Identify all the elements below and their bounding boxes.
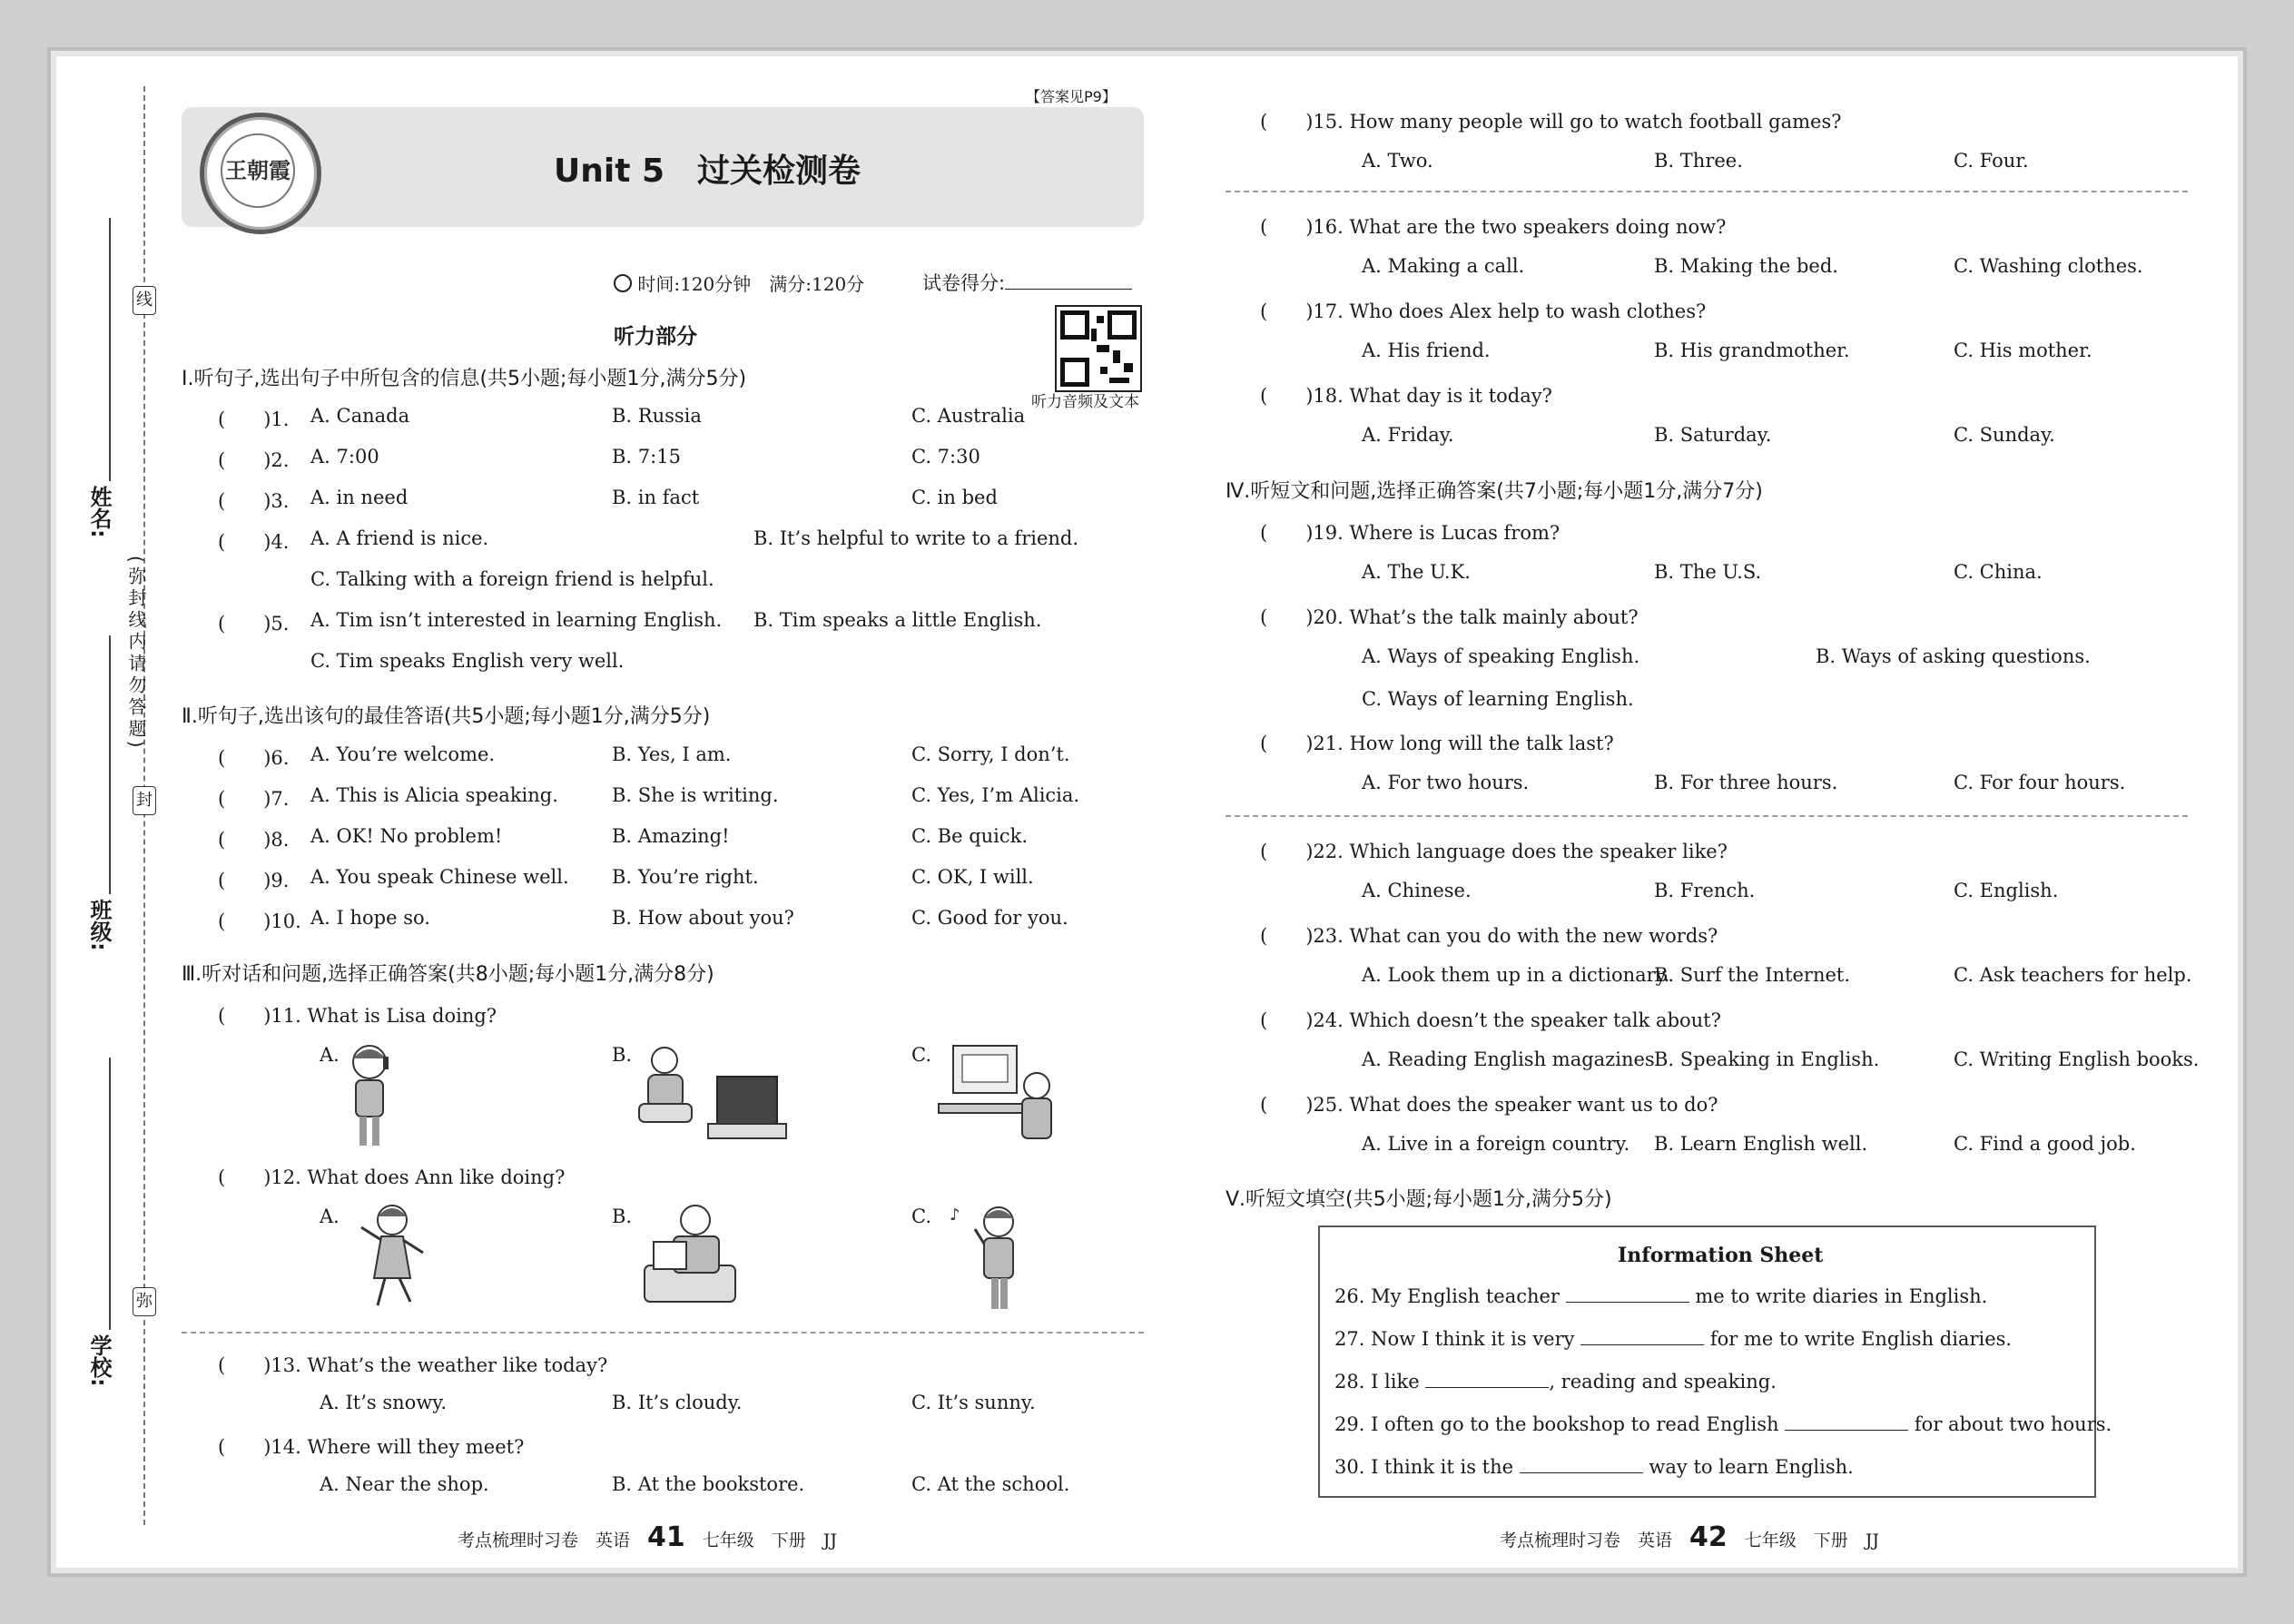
q14-option-c: C. At the school. [911,1473,1070,1495]
answer-bracket[interactable]: ( )3. [218,490,290,512]
answer-bracket[interactable]: ( )4. [218,531,290,553]
q21-option-a: A. For two hours. [1362,772,1530,793]
answer-bracket[interactable]: ( )22. Which language does the speaker like? [1260,841,1728,862]
answer-bracket[interactable]: ( )11. What is Lisa doing? [218,1005,497,1027]
q25-option-a: A. Live in a foreign country. [1362,1133,1630,1155]
qr-caption: 听力音频及文本 [1031,393,1139,411]
q24-option-a: A. Reading English magazines. [1362,1048,1661,1070]
q16-option-a: A. Making a call. [1362,255,1525,277]
q15-option-c: C. Four. [1954,150,2029,172]
q19-option-c: C. China. [1954,561,2043,583]
binding-mark-mid: 封 [133,786,156,815]
q25-text: What does the speaker want us to do? [1349,1094,1718,1116]
qr-code-icon[interactable] [1055,305,1142,392]
girl-dancing-picture[interactable] [356,1202,428,1311]
answer-bracket[interactable]: ( )9. [218,870,290,891]
answer-bracket[interactable]: ( )13. What’s the weather like today? [218,1354,608,1376]
q17-option-c: C. His mother. [1954,340,2092,361]
info-line-29: 29. I often go to the bookshop to read English for about two hours. [1334,1413,2112,1435]
answer-bracket[interactable]: ( )16. What are the two speakers doing now? [1260,216,1727,238]
girl-watching-tv-picture[interactable] [634,1044,788,1144]
answer-bracket[interactable]: ( )20. What’s the talk mainly about? [1260,606,1639,628]
q5-option-b: B. Tim speaks a little English. [753,609,1042,631]
q5-option-a: A. Tim isn’t interested in learning English. [310,609,723,631]
info-line-28: 28. I like , reading and speaking. [1334,1371,1777,1393]
blank-26[interactable] [1566,1301,1689,1303]
answer-bracket[interactable]: ( )7. [218,788,290,810]
binding-mark-top: 线 [133,286,156,315]
q22-option-c: C. English. [1954,880,2059,901]
q20-text: What’s the talk mainly about? [1349,606,1639,628]
q25-option-b: B. Learn English well. [1654,1133,1868,1155]
section-4-heading: Ⅳ.听短文和问题,选择正确答案(共7小题;每小题1分,满分7分) [1226,480,1763,503]
publisher-seal [200,113,321,234]
class-label: 班级: [86,899,112,951]
blank-28[interactable] [1425,1386,1549,1388]
info-line-26: 26. My English teacher me to write diaries in English. [1334,1285,1988,1307]
page-title: Unit 5 过关检测卷 [554,153,861,190]
q11-option-a: A. [320,1044,340,1066]
q21-text: How long will the talk last? [1349,733,1614,754]
q10-option-a: A. I hope so. [310,907,430,929]
q9-option-a: A. You speak Chinese well. [310,866,569,888]
q20-option-c: C. Ways of learning English. [1362,688,1634,710]
q18-text: What day is it today? [1349,385,1552,407]
q3-option-a: A. in need [310,487,409,508]
girl-singing-picture[interactable] [944,1202,1035,1314]
q19-option-b: B. The U.S. [1654,561,1762,583]
qr-module [1097,316,1104,323]
info-sheet-title: Information Sheet [1618,1244,1824,1267]
q23-option-a: A. Look them up in a dictionary. [1362,964,1670,986]
q14-option-b: B. At the bookstore. [612,1473,805,1495]
listening-title: 听力部分 [614,325,697,349]
binding-mark-bottom: 弥 [133,1287,156,1316]
q13-option-b: B. It’s cloudy. [612,1392,743,1413]
school-label: 学校: [86,1334,112,1387]
q12-option-b: B. [612,1206,633,1227]
seal-text: 王朝霞 [221,133,295,208]
qr-finder [1108,310,1137,340]
q18-option-c: C. Sunday. [1954,424,2055,446]
q9-option-c: C. OK, I will. [911,866,1034,888]
q2-option-c: C. 7:30 [911,446,980,468]
class-line[interactable] [109,635,111,894]
q12-option-c: C. [911,1206,931,1227]
q3-option-b: B. in fact [612,487,700,508]
q13-text: What’s the weather like today? [307,1354,608,1376]
q12-option-a: A. [320,1206,340,1227]
answer-bracket[interactable]: ( )25. What does the speaker want us to do? [1260,1094,1718,1116]
q18-option-b: B. Saturday. [1654,424,1772,446]
girl-using-computer-picture[interactable] [935,1040,1062,1149]
q11-option-c: C. [911,1044,931,1066]
score-field[interactable] [922,269,1132,296]
q1-option-a: A. Canada [310,405,410,427]
q7-option-c: C. Yes, I’m Alicia. [911,784,1080,806]
answer-bracket[interactable]: ( )17. Who does Alex help to wash clothes? [1260,300,1707,322]
qr-module [1100,367,1108,374]
divider [1226,191,2188,192]
q15-option-a: A. Two. [1362,150,1433,172]
q4-option-b: B. It’s helpful to write to a friend. [753,527,1079,549]
q12-text: What does Ann like doing? [307,1166,566,1188]
q14-option-a: A. Near the shop. [320,1473,489,1495]
svg-text:♪: ♪ [950,1206,960,1225]
section-2-heading: Ⅱ.听句子,选出该句的最佳答语(共5小题;每小题1分,满分5分) [182,705,711,728]
answer-bracket[interactable]: ( )24. Which doesn’t the speaker talk about? [1260,1009,1721,1031]
q5-option-c: C. Tim speaks English very well. [310,650,625,672]
binding-note: (弥封线内请勿答题) [125,556,147,752]
q8-option-b: B. Amazing! [612,825,730,847]
q13-option-c: C. It’s sunny. [911,1392,1036,1413]
answer-bracket[interactable]: ( )1. [218,408,290,430]
divider [1226,815,2188,817]
q25-option-c: C. Find a good job. [1954,1133,2136,1155]
clock-icon [614,274,632,292]
answer-bracket[interactable]: ( )15. How many people will go to watch football games? [1260,111,1842,133]
q21-option-b: B. For three hours. [1654,772,1838,793]
q20-option-a: A. Ways of speaking English. [1362,645,1640,667]
q19-option-a: A. The U.K. [1362,561,1471,583]
answer-bracket[interactable]: ( )8. [218,829,290,851]
answer-bracket[interactable]: ( )18. What day is it today? [1260,385,1552,407]
q6-option-b: B. Yes, I am. [612,743,732,765]
q23-text: What can you do with the new words? [1349,925,1718,947]
q15-option-b: B. Three. [1654,150,1743,172]
q10-option-c: C. Good for you. [911,907,1068,929]
footer-left: 考点梳理时习卷 英语 41 七年级 下册 JJ [458,1521,838,1553]
answer-reference: 【答案见P9】 [1026,88,1117,105]
name-line[interactable] [109,218,111,481]
qr-module [1109,378,1129,383]
q8-option-c: C. Be quick. [911,825,1029,847]
q19-text: Where is Lucas from? [1349,522,1561,544]
q23-option-b: B. Surf the Internet. [1654,964,1851,986]
page-number-right: 42 [1689,1521,1728,1553]
answer-bracket[interactable]: ( )21. How long will the talk last? [1260,733,1614,754]
answer-bracket[interactable]: ( )19. Where is Lucas from? [1260,522,1561,544]
exam-time: 时间:120分钟 满分:120分 [637,273,865,295]
answer-bracket[interactable]: ( )12. What does Ann like doing? [218,1166,566,1188]
answer-bracket[interactable]: ( )23. What can you do with the new words? [1260,925,1718,947]
answer-bracket[interactable]: ( )10. [218,910,301,932]
q17-text: Who does Alex help to wash clothes? [1349,300,1707,322]
q3-option-c: C. in bed [911,487,998,508]
divider [182,1332,1144,1334]
qr-module [1097,345,1109,352]
q24-text: Which doesn’t the speaker talk about? [1349,1009,1721,1031]
q7-option-b: B. She is writing. [612,784,779,806]
q16-text: What are the two speakers doing now? [1349,216,1727,238]
info-line-30: 30. I think it is the way to learn English. [1334,1456,1854,1478]
q9-option-b: B. You’re right. [612,866,759,888]
name-label: 姓名: [86,486,112,538]
section-5-heading: Ⅴ.听短文填空(共5小题;每小题1分,满分5分) [1226,1188,1612,1211]
blank-27[interactable] [1580,1343,1704,1345]
q6-option-a: A. You’re welcome. [310,743,496,765]
q17-option-b: B. His grandmother. [1654,340,1850,361]
answer-bracket[interactable]: ( )6. [218,747,290,769]
answer-bracket[interactable]: ( )2. [218,449,290,471]
q11-option-b: B. [612,1044,633,1066]
blank-30[interactable] [1520,1471,1643,1473]
girl-on-phone-picture[interactable] [338,1040,401,1149]
section-3-heading: Ⅲ.听对话和问题,选择正确答案(共8小题;每小题1分,满分8分) [182,963,714,986]
answer-bracket[interactable]: ( )14. Where will they meet? [218,1436,525,1458]
answer-bracket[interactable]: ( )5. [218,613,290,635]
q16-option-c: C. Washing clothes. [1954,255,2143,277]
footer-right: 考点梳理时习卷 英语 42 七年级 下册 JJ [1500,1521,1880,1553]
school-line[interactable] [109,1058,111,1330]
section-1-heading: Ⅰ.听句子,选出句子中所包含的信息(共5小题;每小题1分,满分5分) [182,368,747,390]
q1-option-c: C. Australia [911,405,1026,427]
qr-module [1113,350,1120,363]
q2-option-a: A. 7:00 [310,446,379,468]
score-blank[interactable] [1005,289,1132,290]
q16-option-b: B. Making the bed. [1654,255,1838,277]
q21-option-c: C. For four hours. [1954,772,2126,793]
q20-option-b: B. Ways of asking questions. [1816,645,2091,667]
q13-option-a: A. It’s snowy. [320,1392,448,1413]
blank-29[interactable] [1785,1429,1908,1431]
qr-module [1091,329,1097,341]
q24-option-b: B. Speaking in English. [1654,1048,1880,1070]
q4-option-c: C. Talking with a foreign friend is helpful. [310,568,714,590]
q22-option-a: A. Chinese. [1362,880,1472,901]
q23-option-c: C. Ask teachers for help. [1954,964,2192,986]
q18-option-a: A. Friday. [1362,424,1454,446]
qr-finder [1060,358,1089,387]
q24-option-c: C. Writing English books. [1954,1048,2200,1070]
q22-text: Which language does the speaker like? [1349,841,1728,862]
qr-finder [1060,310,1089,340]
q17-option-a: A. His friend. [1362,340,1491,361]
q1-option-b: B. Russia [612,405,702,427]
q7-option-a: A. This is Alicia speaking. [310,784,558,806]
girl-reading-picture[interactable] [641,1202,741,1311]
q22-option-b: B. French. [1654,880,1756,901]
info-line-27: 27. Now I think it is very for me to write English diaries. [1334,1328,2013,1350]
score-label: 试卷得分: [922,272,1006,294]
q4-option-a: A. A friend is nice. [310,527,489,549]
q8-option-a: A. OK! No problem! [310,825,503,847]
q14-text: Where will they meet? [307,1436,525,1458]
exam-meta [614,270,864,296]
q10-option-b: B. How about you? [612,907,794,929]
qr-module [1124,363,1133,372]
page-number-left: 41 [647,1521,685,1553]
q11-text: What is Lisa doing? [307,1005,497,1027]
q2-option-b: B. 7:15 [612,446,681,468]
q15-text: How many people will go to watch football games? [1349,111,1842,133]
q6-option-c: C. Sorry, I don’t. [911,743,1070,765]
